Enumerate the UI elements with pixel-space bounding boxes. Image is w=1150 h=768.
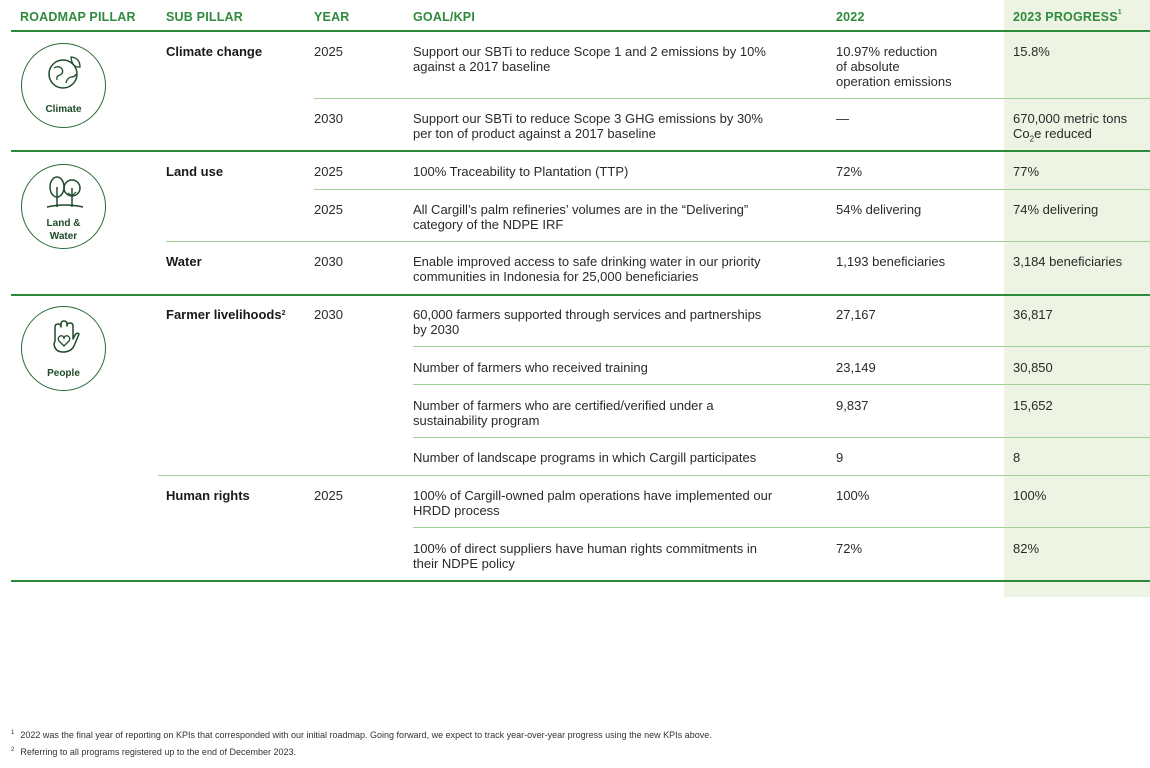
globe-leaf-icon [44, 53, 84, 93]
pillar-label-people: People [47, 368, 80, 379]
value-2022-cell: — [836, 111, 849, 126]
row-divider [413, 527, 1150, 528]
header-goal-kpi: GOAL/KPI [413, 10, 476, 24]
goal-cell: 100% Traceability to Plantation (TTP) [413, 164, 629, 179]
value-2023-cell: 36,817 [1013, 307, 1053, 322]
value-2022-cell: 9 [836, 450, 844, 465]
goal-cell: Support our SBTi to reduce Scope 3 GHG emissions by 30% per ton of product against a 2017 baseline [413, 111, 763, 141]
sub-pillar-land-use: Land use [166, 164, 224, 179]
row-divider [158, 475, 1150, 476]
row-divider [413, 437, 1150, 438]
value-2022-cell: 72% [836, 164, 863, 179]
goal-cell: Support our SBTi to reduce Scope 1 and 2 emissions by 10% against a 2017 baseline [413, 44, 766, 74]
row-divider [314, 98, 1150, 99]
value-2023-cell: 3,184 beneficiaries [1013, 254, 1123, 269]
row-divider [413, 346, 1150, 347]
goal-cell: 60,000 farmers supported through services and partnerships by 2030 [413, 307, 762, 337]
goal-cell: 100% of direct suppliers have human rights commitments in their NDPE policy [413, 541, 757, 571]
pillar-land-water [21, 164, 106, 249]
header-rule [11, 30, 1150, 32]
value-2023-cell: 670,000 metric tons $Co_2e$ reduced [1013, 111, 1128, 144]
value-2022-cell: 27,167 [836, 307, 876, 322]
value-2022-cell: 10.97% reduction of absolute operation emissions [836, 44, 952, 89]
sub-pillar-farmer-livelihoods: Farmer livelihoods$^2$ [166, 307, 286, 322]
value-2023-cell: 15,652 [1013, 398, 1053, 413]
header-2023-progress: 2023 PROGRESS$^1$ [1013, 9, 1122, 24]
pillar-divider [11, 150, 1150, 152]
year-cell: 2025 [314, 44, 343, 59]
table-bottom-rule [11, 580, 1150, 582]
value-2023-cell: 77% [1013, 164, 1040, 179]
year-cell: 2025 [314, 202, 343, 217]
goal-cell: Number of landscape programs in which Cargill participates [413, 450, 757, 465]
value-2023-cell: 15.8% [1013, 44, 1050, 59]
value-2023-cell: 8 [1013, 450, 1021, 465]
footnote-1: $^1$ 2022 was the final year of reporting on KPIs that corresponded with our initial roadmap. Going forward, we expect to track year-over-year progress using the new KPIs above. [11, 730, 712, 740]
header-roadmap-pillar: ROADMAP PILLAR [20, 10, 136, 24]
value-2022-cell: 72% [836, 541, 863, 556]
pillar-label-land-water: Land & Water [46, 218, 81, 242]
sub-pillar-water: Water [166, 254, 202, 269]
value-2022-cell: 54% delivering [836, 202, 922, 217]
goal-cell: 100% of Cargill-owned palm operations have implemented our HRDD process [413, 488, 773, 518]
goal-cell: Enable improved access to safe drinking water in our priority communities in Indonesia for 25,000 beneficiaries [413, 254, 761, 284]
hand-heart-icon [44, 315, 84, 359]
footnote-2: $^2$ Referring to all programs registered up to the end of December 2023. [11, 747, 296, 757]
value-2022-cell: 1,193 beneficiaries [836, 254, 946, 269]
pillar-people [21, 306, 106, 391]
year-cell: 2025 [314, 488, 343, 503]
goal-cell: Number of farmers who are certified/verified under a sustainability program [413, 398, 714, 428]
row-divider [413, 384, 1150, 385]
goal-cell: All Cargill’s palm refineries’ volumes are in the “Delivering” category of the NDPE IRF [413, 202, 749, 232]
value-2022-cell: 100% [836, 488, 870, 503]
value-2023-cell: 30,850 [1013, 360, 1053, 375]
value-2023-cell: 74% delivering [1013, 202, 1099, 217]
header-year: YEAR [314, 10, 350, 24]
row-divider [314, 189, 1150, 190]
progress-column-highlight [1004, 0, 1150, 597]
sub-pillar-human-rights: Human rights [166, 488, 250, 503]
year-cell: 2030 [314, 254, 343, 269]
row-divider [166, 241, 1150, 242]
value-2023-cell: 82% [1013, 541, 1040, 556]
header-sub-pillar: SUB PILLAR [166, 10, 243, 24]
pillar-label-climate: Climate [45, 104, 82, 115]
sub-pillar-climate-change: Climate change [166, 44, 263, 59]
year-cell: 2030 [314, 111, 343, 126]
year-cell: 2025 [314, 164, 343, 179]
pillar-divider [11, 294, 1150, 296]
value-2022-cell: 23,149 [836, 360, 876, 375]
year-cell: 2030 [314, 307, 343, 322]
pillar-climate [21, 43, 106, 128]
value-2023-cell: 100% [1013, 488, 1047, 503]
header-2022: 2022 [836, 10, 865, 24]
trees-icon [43, 173, 85, 213]
goal-cell: Number of farmers who received training [413, 360, 648, 375]
value-2022-cell: 9,837 [836, 398, 869, 413]
